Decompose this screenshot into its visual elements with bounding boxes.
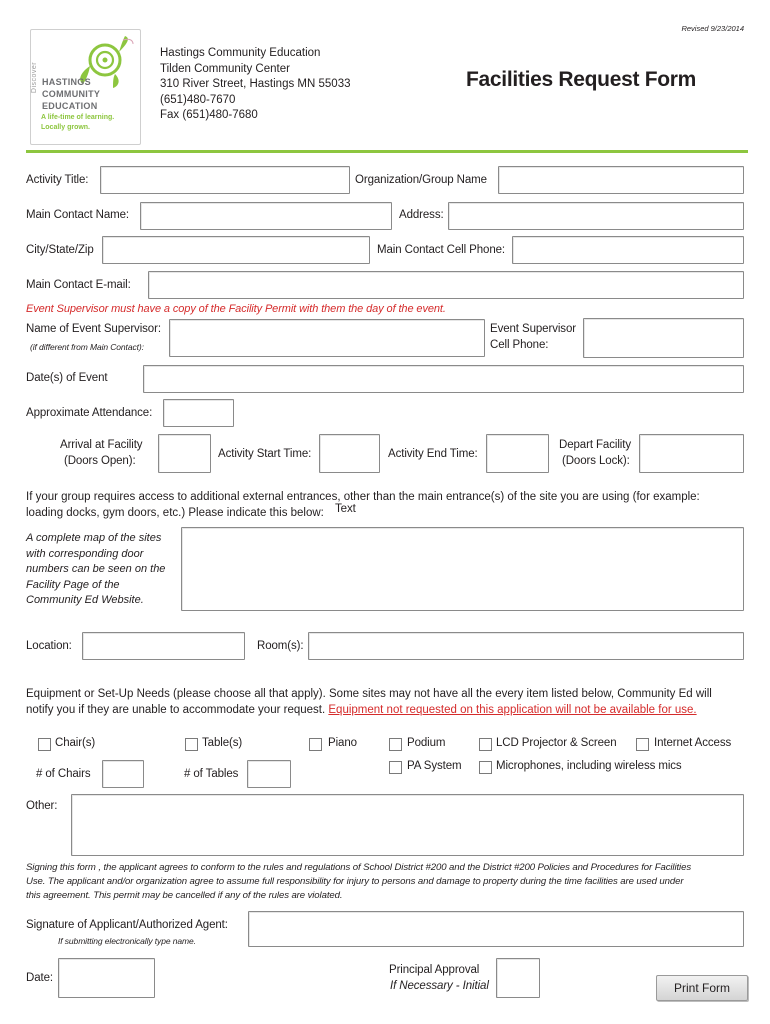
start-time-label: Activity Start Time: bbox=[218, 448, 312, 460]
chairs-checkbox[interactable] bbox=[38, 738, 51, 751]
logo-side-text: Discover bbox=[31, 61, 39, 94]
logo-line-2: COMMUNITY bbox=[42, 89, 101, 99]
signature-label: Signature of Applicant/Authorized Agent: bbox=[26, 919, 228, 931]
access-entrances-textarea[interactable] bbox=[181, 527, 744, 611]
date-input[interactable] bbox=[58, 958, 155, 998]
rooms-input[interactable] bbox=[308, 632, 744, 660]
pa-system-checkbox[interactable] bbox=[389, 761, 402, 774]
principal-initial-input[interactable] bbox=[496, 958, 540, 998]
piano-checkbox[interactable] bbox=[309, 738, 322, 751]
org-fax: Fax (651)480-7680 bbox=[160, 109, 258, 121]
signature-input[interactable] bbox=[248, 911, 744, 947]
chairs-label: Chair(s) bbox=[55, 737, 96, 749]
num-tables-input[interactable] bbox=[247, 760, 291, 788]
equipment-text-1: Equipment or Set-Up Needs (please choose all that apply). Some sites may not have all the every item listed below, Community Ed will bbox=[26, 688, 712, 700]
org-group-name-input[interactable] bbox=[498, 166, 744, 194]
depart-label-2: (Doors Lock): bbox=[562, 455, 630, 467]
principal-initial-label: If Necessary - Initial bbox=[390, 980, 489, 992]
org-group-name-label: Organization/Group Name bbox=[355, 174, 487, 186]
internet-access-checkbox[interactable] bbox=[636, 738, 649, 751]
map-note-4: Facility Page of the bbox=[26, 578, 120, 591]
supervisor-cell-label-2: Cell Phone: bbox=[490, 339, 549, 351]
num-chairs-input[interactable] bbox=[102, 760, 144, 788]
date-label: Date: bbox=[26, 972, 53, 984]
other-textarea[interactable] bbox=[71, 794, 744, 856]
dates-input[interactable] bbox=[143, 365, 744, 393]
activity-title-input[interactable] bbox=[100, 166, 350, 194]
num-tables-label: # of Tables bbox=[184, 768, 239, 780]
logo-tagline-1: A life-time of learning. bbox=[41, 114, 115, 121]
legal-text-1: Signing this form , the applicant agrees to conform to the rules and regulations of School District #200 and the District #200 Policies and Procedures for Facilities bbox=[26, 862, 692, 873]
end-time-input[interactable] bbox=[486, 434, 549, 473]
supervisor-name-input[interactable] bbox=[169, 319, 485, 357]
legal-text-2: Use. The applicant and/or organization agree to assume full responsibility for injury to persons and damage to property during the time facilities are used under bbox=[26, 876, 684, 887]
map-note bbox=[26, 531, 165, 609]
supervisor-notice: Event Supervisor must have a copy of the Facility Permit with them the day of the event. bbox=[26, 303, 446, 315]
principal-approval-label: Principal Approval bbox=[389, 964, 480, 976]
main-contact-email-input[interactable] bbox=[148, 271, 744, 299]
activity-title-label: Activity Title: bbox=[26, 174, 89, 186]
logo-tagline-2: Locally grown. bbox=[41, 124, 91, 131]
map-note-3: numbers can be seen on the bbox=[26, 563, 166, 576]
attendance-input[interactable] bbox=[163, 399, 234, 427]
lcd-projector-label: LCD Projector & Screen bbox=[496, 737, 617, 749]
equipment-text-2-main: notify you if they are unable to accommodate your request. bbox=[26, 704, 326, 716]
address-input[interactable] bbox=[448, 202, 744, 230]
main-contact-name-label: Main Contact Name: bbox=[26, 209, 130, 221]
dates-label: Date(s) of Event bbox=[26, 372, 108, 384]
arrival-input[interactable] bbox=[158, 434, 211, 473]
org-address bbox=[160, 46, 350, 124]
org-phone: (651)480-7670 bbox=[160, 93, 236, 106]
supervisor-cell-input[interactable] bbox=[583, 318, 744, 358]
print-form-label: Print Form bbox=[673, 981, 730, 995]
page-title: Facilities Request Form bbox=[466, 68, 696, 91]
location-input[interactable] bbox=[82, 632, 245, 660]
location-label: Location: bbox=[26, 640, 72, 652]
map-note-2: with corresponding door bbox=[26, 547, 144, 560]
equipment-text-2 bbox=[26, 702, 697, 718]
map-note-1: A complete map of the sites bbox=[26, 532, 162, 544]
city-state-zip-input[interactable] bbox=[102, 236, 370, 264]
num-chairs-label: # of Chairs bbox=[36, 768, 91, 780]
podium-label: Podium bbox=[407, 737, 446, 749]
main-contact-cell-label: Main Contact Cell Phone: bbox=[377, 244, 506, 256]
end-time-label: Activity End Time: bbox=[388, 448, 478, 460]
start-time-input[interactable] bbox=[319, 434, 380, 473]
access-value[interactable]: Text bbox=[335, 503, 356, 515]
lcd-projector-checkbox[interactable] bbox=[479, 738, 492, 751]
tables-checkbox[interactable] bbox=[185, 738, 198, 751]
print-form-button[interactable] bbox=[656, 975, 748, 1001]
address-label: Address: bbox=[399, 209, 444, 221]
depart-input[interactable] bbox=[639, 434, 744, 473]
logo bbox=[30, 29, 141, 145]
signature-note: If submitting electronically type name. bbox=[58, 936, 196, 946]
attendance-label: Approximate Attendance: bbox=[26, 407, 153, 419]
pa-system-label: PA System bbox=[407, 760, 462, 772]
supervisor-cell-label-1: Event Supervisor bbox=[490, 323, 576, 335]
microphones-checkbox[interactable] bbox=[479, 761, 492, 774]
internet-access-label: Internet Access bbox=[654, 737, 732, 749]
piano-label: Piano bbox=[328, 737, 357, 749]
equipment-warning: Equipment not requested on this application will not be available for use. bbox=[328, 704, 697, 716]
city-state-zip-label: City/State/Zip bbox=[26, 244, 94, 256]
main-contact-name-input[interactable] bbox=[140, 202, 392, 230]
map-note-5: Community Ed Website. bbox=[26, 594, 144, 607]
microphones-label: Microphones, including wireless mics bbox=[496, 760, 682, 772]
other-label: Other: bbox=[26, 800, 58, 812]
main-contact-cell-input[interactable] bbox=[512, 236, 744, 264]
org-name: Hastings Community Education bbox=[160, 47, 321, 59]
access-text-2: loading docks, gym doors, etc.) Please indicate this below: bbox=[26, 507, 324, 519]
revised-date: Revised 9/23/2014 bbox=[681, 24, 744, 33]
tables-label: Table(s) bbox=[202, 737, 243, 749]
depart-label-1: Depart Facility bbox=[559, 439, 631, 451]
org-center: Tilden Community Center bbox=[160, 62, 290, 75]
org-street: 310 River Street, Hastings MN 55033 bbox=[160, 78, 351, 90]
rooms-label: Room(s): bbox=[257, 640, 304, 652]
supervisor-name-label: Name of Event Supervisor: bbox=[26, 323, 161, 335]
access-text-1: If your group requires access to additional external entrances, other than the main entrance(s) of the site you are using (for example: bbox=[26, 491, 700, 503]
legal-text-3: this agreement. This permit may be cancelled if any of the rules are violated. bbox=[26, 890, 343, 901]
logo-line-3: EDUCATION bbox=[42, 101, 98, 111]
main-contact-email-label: Main Contact E-mail: bbox=[26, 279, 131, 291]
supervisor-note: (if different from Main Contact): bbox=[30, 342, 144, 352]
arrival-label-2: (Doors Open): bbox=[64, 455, 136, 467]
header-divider bbox=[26, 150, 748, 153]
arrival-label-1: Arrival at Facility bbox=[60, 439, 143, 451]
logo-line-1: HASTINGS bbox=[42, 77, 91, 87]
podium-checkbox[interactable] bbox=[389, 738, 402, 751]
